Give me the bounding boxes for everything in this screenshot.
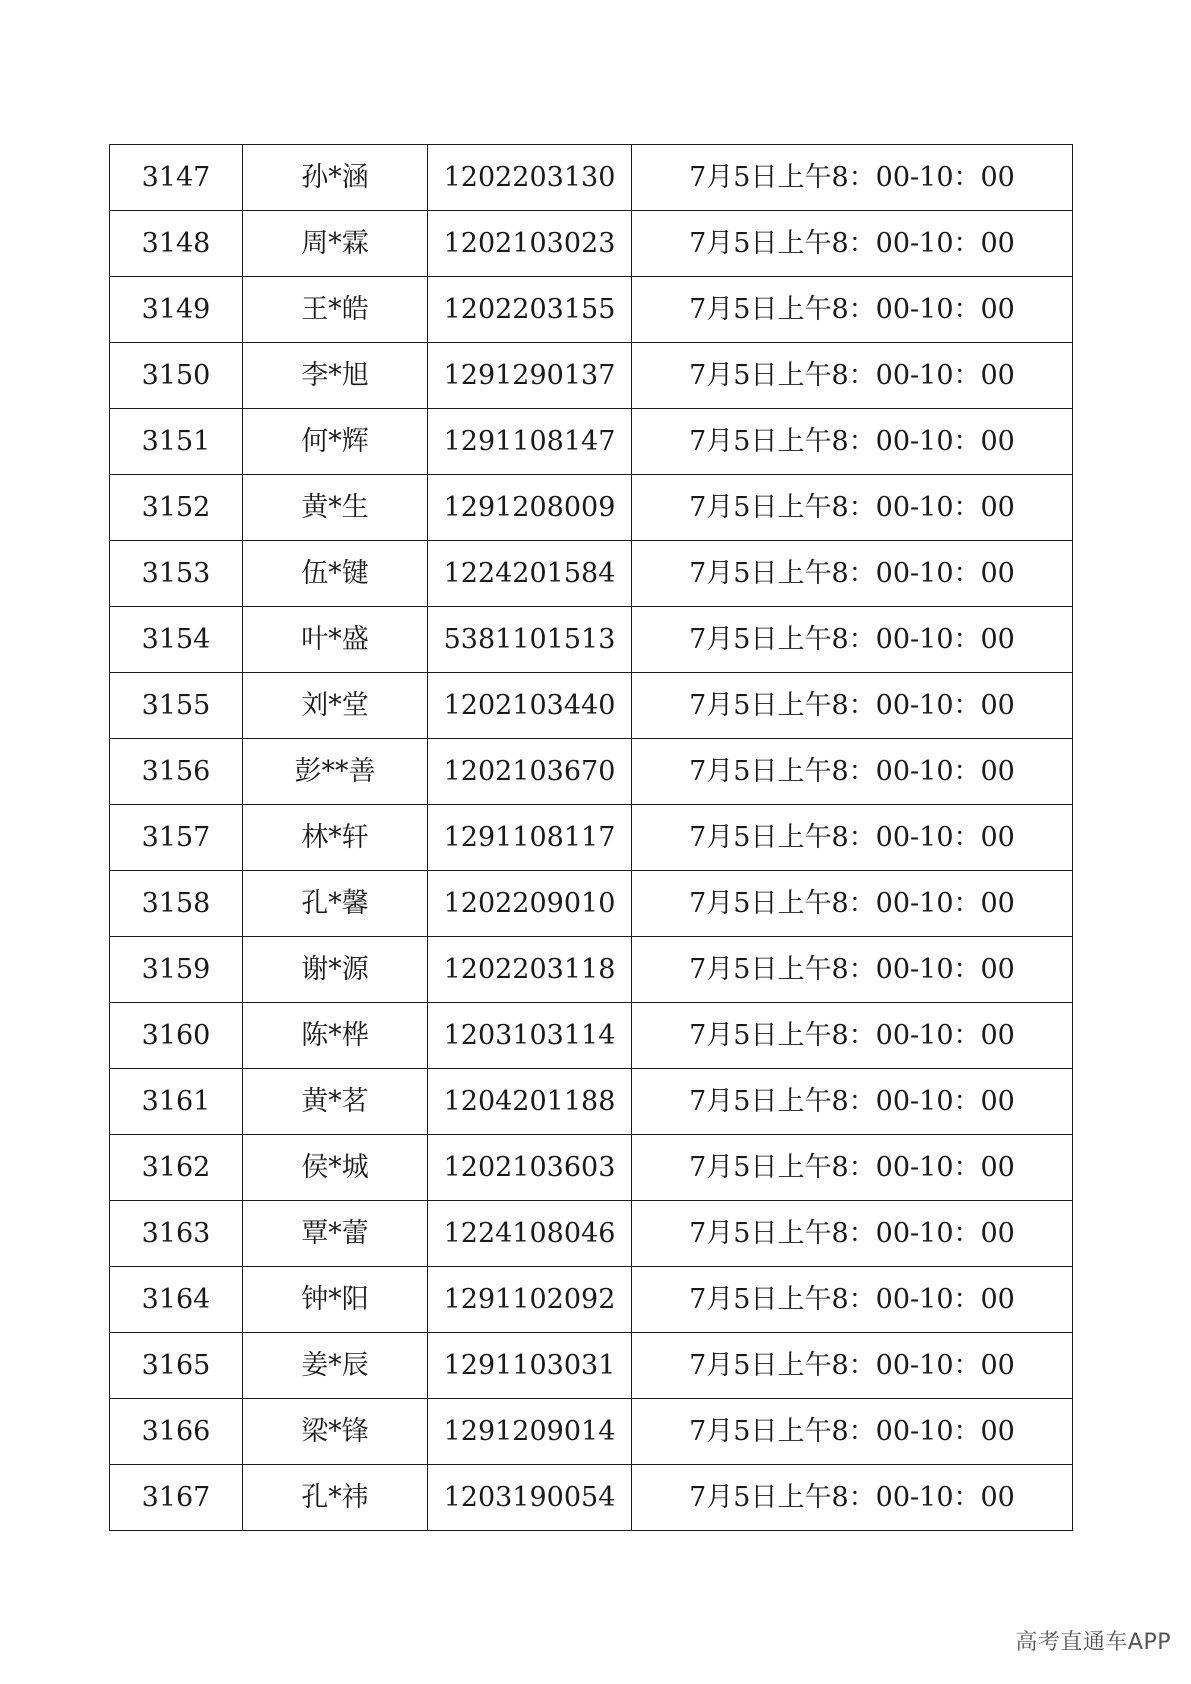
row-number-cell: 3154 bbox=[110, 607, 243, 673]
name-cell: 梁*锋 bbox=[243, 1399, 428, 1465]
exam-time-cell: 7月5日上午8：00-10：00 bbox=[632, 607, 1073, 673]
exam-time-cell: 7月5日上午8：00-10：00 bbox=[632, 277, 1073, 343]
table-row bbox=[110, 607, 1073, 673]
exam-time-cell: 7月5日上午8：00-10：00 bbox=[632, 541, 1073, 607]
name-cell: 陈*桦 bbox=[243, 1003, 428, 1069]
table-row bbox=[110, 1465, 1073, 1531]
candidate-id-cell: 1202103603 bbox=[428, 1135, 632, 1201]
exam-time-cell: 7月5日上午8：00-10：00 bbox=[632, 1003, 1073, 1069]
candidate-id-cell: 1204201188 bbox=[428, 1069, 632, 1135]
exam-time-cell: 7月5日上午8：00-10：00 bbox=[632, 739, 1073, 805]
row-number-cell: 3164 bbox=[110, 1267, 243, 1333]
table-row bbox=[110, 145, 1073, 211]
table-row bbox=[110, 673, 1073, 739]
name-cell: 孔*祎 bbox=[243, 1465, 428, 1531]
candidate-id-cell: 1224108046 bbox=[428, 1201, 632, 1267]
row-number-cell: 3149 bbox=[110, 277, 243, 343]
name-cell: 李*旭 bbox=[243, 343, 428, 409]
table-row bbox=[110, 475, 1073, 541]
row-number-cell: 3162 bbox=[110, 1135, 243, 1201]
row-number-cell: 3167 bbox=[110, 1465, 243, 1531]
candidate-id-cell: 1291290137 bbox=[428, 343, 632, 409]
exam-time-cell: 7月5日上午8：00-10：00 bbox=[632, 475, 1073, 541]
row-number-cell: 3156 bbox=[110, 739, 243, 805]
exam-time-cell: 7月5日上午8：00-10：00 bbox=[632, 937, 1073, 1003]
candidate-id-cell: 1291103031 bbox=[428, 1333, 632, 1399]
name-cell: 孔*馨 bbox=[243, 871, 428, 937]
name-cell: 何*辉 bbox=[243, 409, 428, 475]
candidate-id-cell: 1291108117 bbox=[428, 805, 632, 871]
candidate-id-cell: 1291209014 bbox=[428, 1399, 632, 1465]
table-row bbox=[110, 541, 1073, 607]
row-number-cell: 3166 bbox=[110, 1399, 243, 1465]
candidate-id-cell: 1202203130 bbox=[428, 145, 632, 211]
table-row bbox=[110, 1267, 1073, 1333]
table-row bbox=[110, 739, 1073, 805]
row-number-cell: 3160 bbox=[110, 1003, 243, 1069]
row-number-cell: 3152 bbox=[110, 475, 243, 541]
candidate-id-cell: 1291108147 bbox=[428, 409, 632, 475]
row-number-cell: 3155 bbox=[110, 673, 243, 739]
table-row bbox=[110, 409, 1073, 475]
candidate-id-cell: 1203190054 bbox=[428, 1465, 632, 1531]
name-cell: 叶*盛 bbox=[243, 607, 428, 673]
exam-time-cell: 7月5日上午8：00-10：00 bbox=[632, 145, 1073, 211]
row-number-cell: 3150 bbox=[110, 343, 243, 409]
candidate-id-cell: 1202203155 bbox=[428, 277, 632, 343]
exam-time-cell: 7月5日上午8：00-10：00 bbox=[632, 673, 1073, 739]
exam-time-cell: 7月5日上午8：00-10：00 bbox=[632, 1135, 1073, 1201]
candidate-id-cell: 1202103023 bbox=[428, 211, 632, 277]
exam-time-cell: 7月5日上午8：00-10：00 bbox=[632, 211, 1073, 277]
candidate-id-cell: 1202209010 bbox=[428, 871, 632, 937]
name-cell: 黄*茗 bbox=[243, 1069, 428, 1135]
exam-time-cell: 7月5日上午8：00-10：00 bbox=[632, 1333, 1073, 1399]
name-cell: 姜*辰 bbox=[243, 1333, 428, 1399]
row-number-cell: 3148 bbox=[110, 211, 243, 277]
table-row bbox=[110, 937, 1073, 1003]
exam-time-cell: 7月5日上午8：00-10：00 bbox=[632, 1267, 1073, 1333]
candidate-id-cell: 1291208009 bbox=[428, 475, 632, 541]
row-number-cell: 3151 bbox=[110, 409, 243, 475]
table-row bbox=[110, 1003, 1073, 1069]
row-number-cell: 3165 bbox=[110, 1333, 243, 1399]
exam-time-cell: 7月5日上午8：00-10：00 bbox=[632, 1069, 1073, 1135]
row-number-cell: 3153 bbox=[110, 541, 243, 607]
name-cell: 林*轩 bbox=[243, 805, 428, 871]
name-cell: 刘*堂 bbox=[243, 673, 428, 739]
exam-time-cell: 7月5日上午8：00-10：00 bbox=[632, 343, 1073, 409]
name-cell: 孙*涵 bbox=[243, 145, 428, 211]
candidate-id-cell: 1203103114 bbox=[428, 1003, 632, 1069]
row-number-cell: 3159 bbox=[110, 937, 243, 1003]
candidate-id-cell: 1224201584 bbox=[428, 541, 632, 607]
exam-time-cell: 7月5日上午8：00-10：00 bbox=[632, 805, 1073, 871]
row-number-cell: 3163 bbox=[110, 1201, 243, 1267]
name-cell: 黄*生 bbox=[243, 475, 428, 541]
table-row bbox=[110, 805, 1073, 871]
table-row bbox=[110, 343, 1073, 409]
row-number-cell: 3161 bbox=[110, 1069, 243, 1135]
name-cell: 王*皓 bbox=[243, 277, 428, 343]
exam-time-cell: 7月5日上午8：00-10：00 bbox=[632, 1399, 1073, 1465]
name-cell: 伍*键 bbox=[243, 541, 428, 607]
name-cell: 覃*蕾 bbox=[243, 1201, 428, 1267]
candidate-id-cell: 1202103440 bbox=[428, 673, 632, 739]
row-number-cell: 3158 bbox=[110, 871, 243, 937]
table-row bbox=[110, 1399, 1073, 1465]
exam-time-cell: 7月5日上午8：00-10：00 bbox=[632, 1465, 1073, 1531]
table-row bbox=[110, 871, 1073, 937]
name-cell: 谢*源 bbox=[243, 937, 428, 1003]
exam-time-cell: 7月5日上午8：00-10：00 bbox=[632, 409, 1073, 475]
candidate-id-cell: 1202203118 bbox=[428, 937, 632, 1003]
candidate-id-cell: 1291102092 bbox=[428, 1267, 632, 1333]
roster-table bbox=[109, 144, 1073, 1531]
name-cell: 彭**善 bbox=[243, 739, 428, 805]
name-cell: 钟*阳 bbox=[243, 1267, 428, 1333]
table-row bbox=[110, 277, 1073, 343]
name-cell: 周*霖 bbox=[243, 211, 428, 277]
candidate-id-cell: 1202103670 bbox=[428, 739, 632, 805]
table-row bbox=[110, 211, 1073, 277]
row-number-cell: 3147 bbox=[110, 145, 243, 211]
watermark-text: 高考直通车APP bbox=[1015, 1630, 1171, 1655]
exam-time-cell: 7月5日上午8：00-10：00 bbox=[632, 1201, 1073, 1267]
row-number-cell: 3157 bbox=[110, 805, 243, 871]
exam-time-cell: 7月5日上午8：00-10：00 bbox=[632, 871, 1073, 937]
table-row bbox=[110, 1333, 1073, 1399]
table-row bbox=[110, 1069, 1073, 1135]
name-cell: 侯*城 bbox=[243, 1135, 428, 1201]
roster-table-body bbox=[110, 145, 1073, 1531]
candidate-id-cell: 5381101513 bbox=[428, 607, 632, 673]
table-row bbox=[110, 1201, 1073, 1267]
table-row bbox=[110, 1135, 1073, 1201]
